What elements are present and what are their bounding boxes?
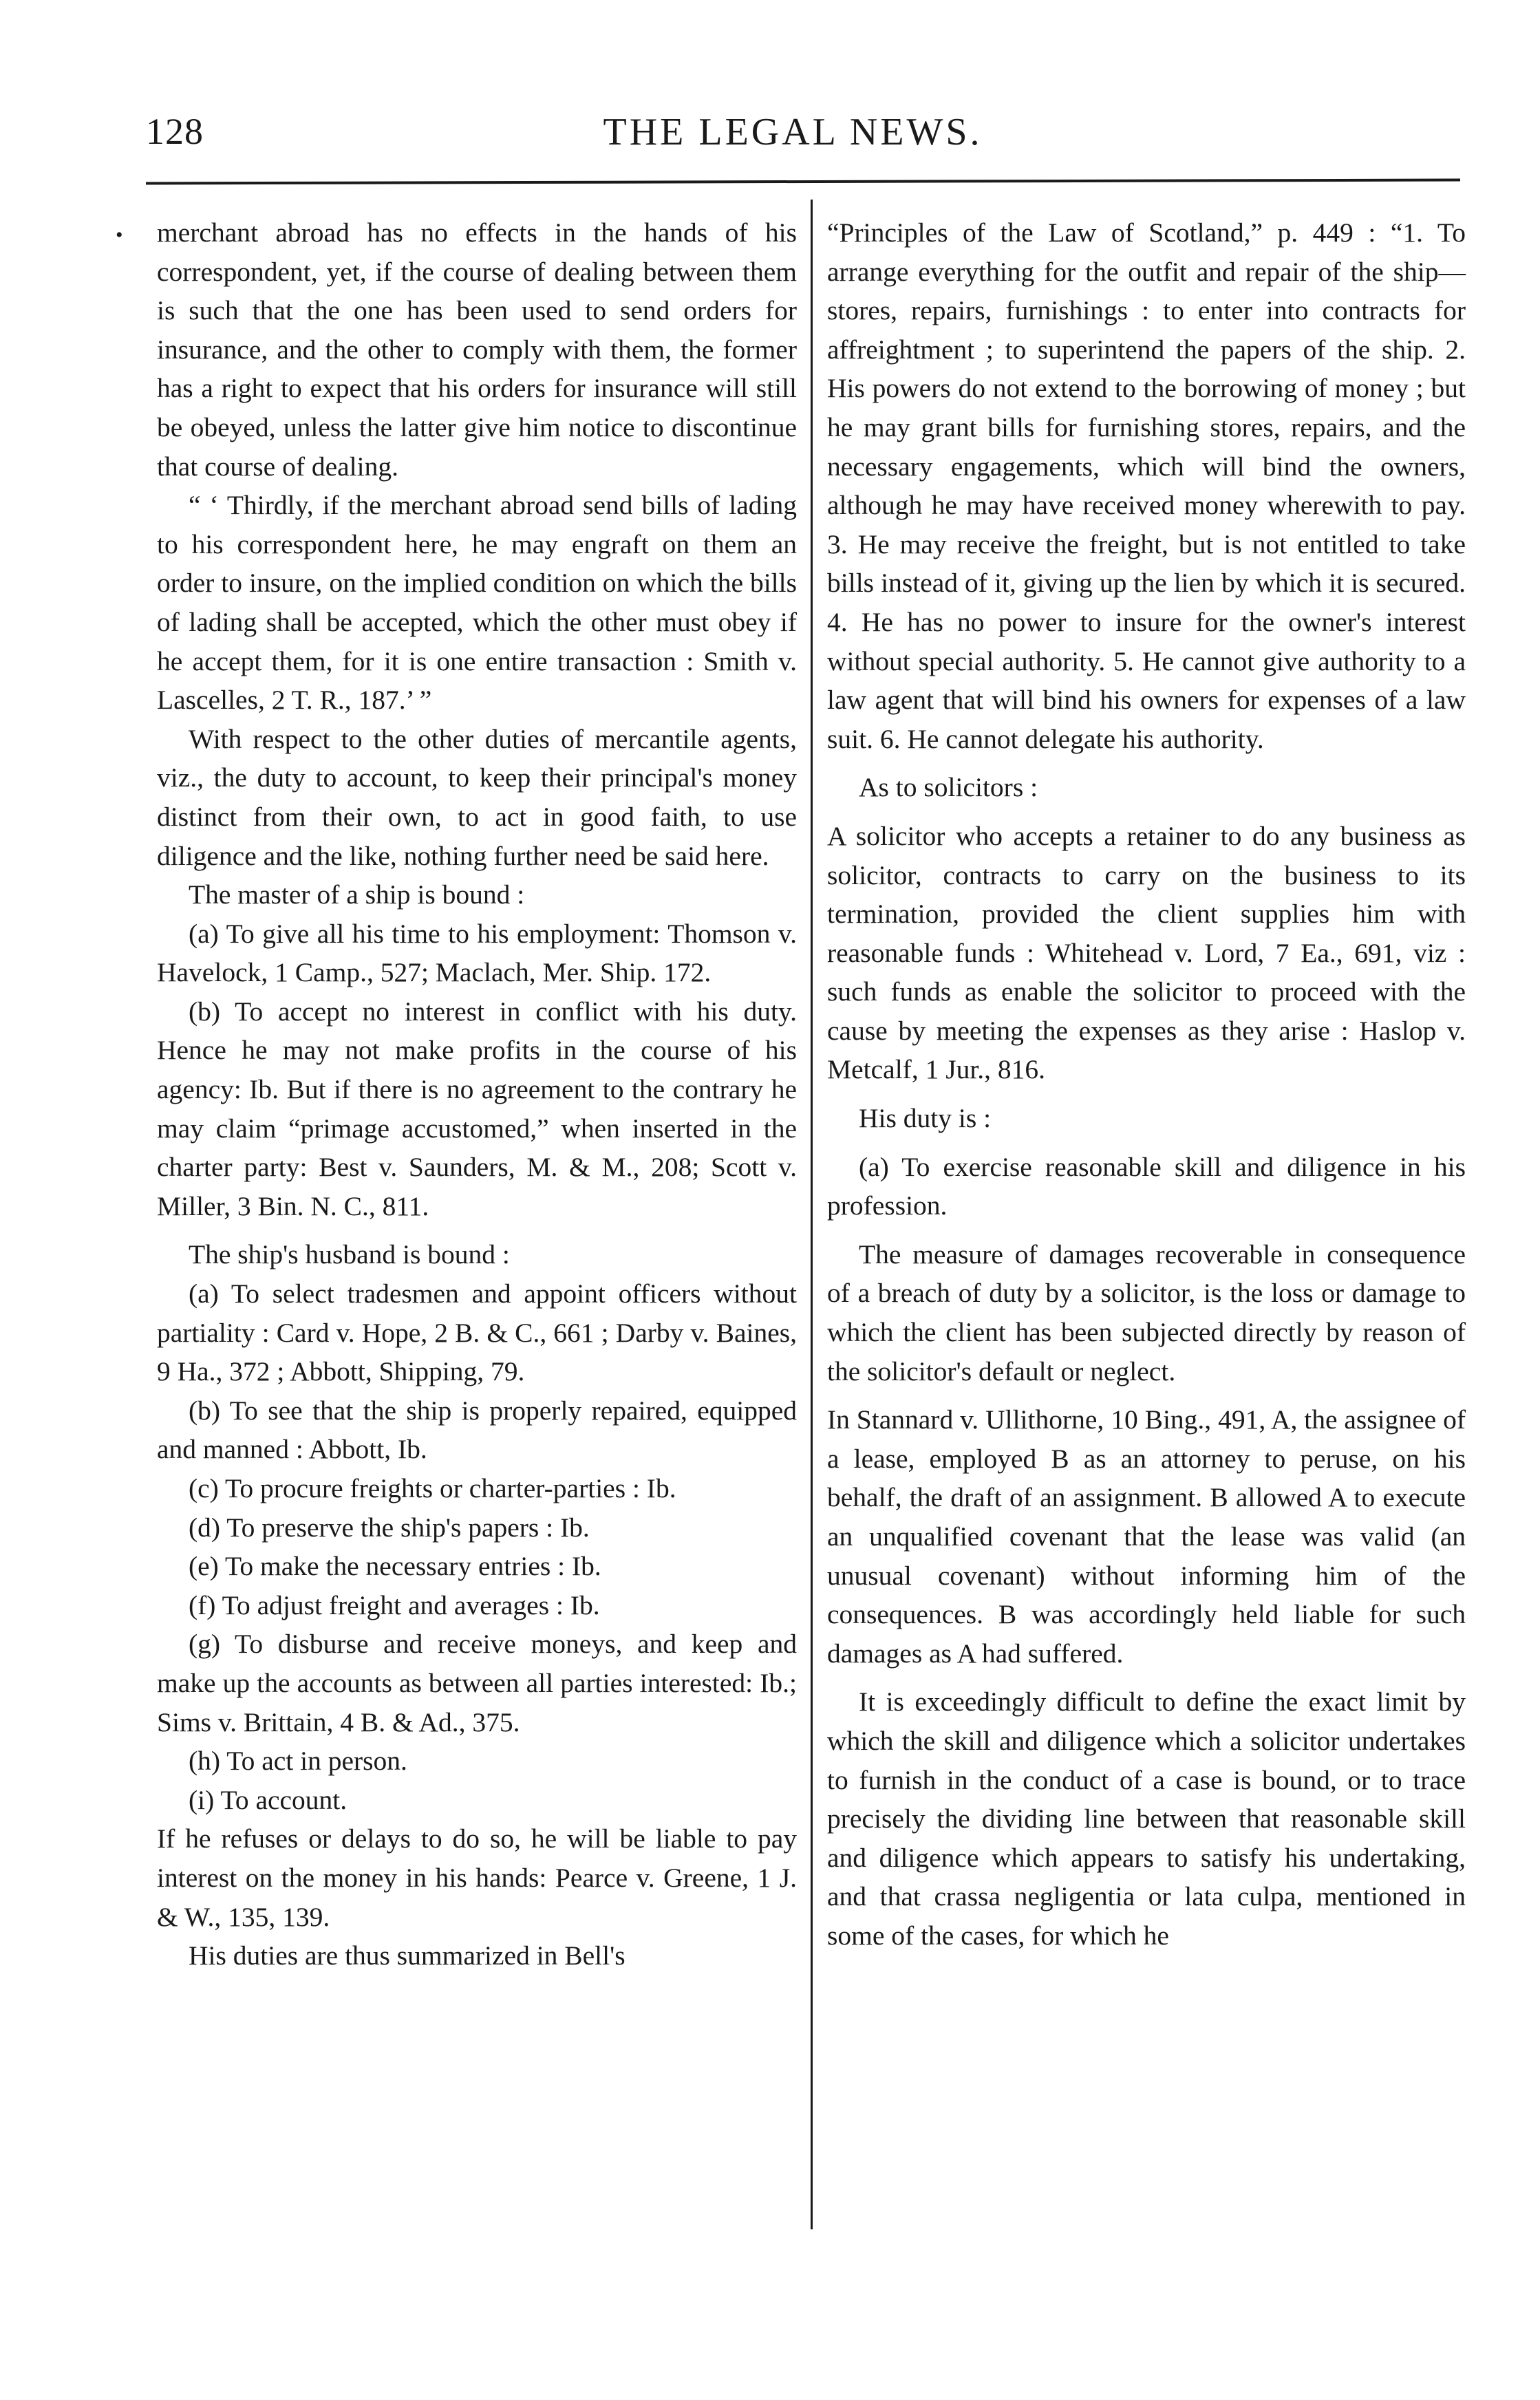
paragraph: “ ‘ Thirdly, if the merchant abroad send bills of lading to his correspondent here, he may engraft on them an order to insure, on the implied condition on which the bills of lading shall be accepted, which the other must obey if he accept them, for it is one entire transaction : Smith v. Lascelles, 2 T. R., 187.’ ” xyxy=(157,490,797,716)
paragraph: A solicitor who accepts a retainer to do any business as solicitor, contracts to carry on the business to its termination, provided the client supplies him with reasonable funds : Whitehead v. Lord, 7 Ea., 691, viz : such funds as enable the solicitor to proceed with the cause by meeting the expenses as they arise : Haslop v. Metcalf, 1 Jur., 816. xyxy=(827,820,1466,1085)
paragraph: (i) To account. xyxy=(189,1784,347,1815)
paragraph: (b) To see that the ship is properly repaired, equipped and manned : Abbott, Ib. xyxy=(157,1395,797,1465)
left-column xyxy=(157,213,797,1975)
paragraph: As to solicitors : xyxy=(859,772,1038,803)
paragraph: In Stannard v. Ullithorne, 10 Bing., 491, A, the assignee of a lease, employed B as an attorney to peruse, on his behalf, the draft of an assignment. B allowed A to execute an unqualified covenant that the lease was valid (an unusual covenant) without informing him of the consequences. B was accordingly held liable for such damages as A had suffered. xyxy=(827,1404,1466,1669)
page-number: 128 xyxy=(146,111,204,152)
paragraph: His duties are thus summarized in Bell's xyxy=(189,1940,625,1971)
right-column xyxy=(827,213,1466,1956)
paragraph: (c) To procure freights or charter-parties : Ib. xyxy=(189,1473,676,1503)
paragraph: (h) To act in person. xyxy=(189,1746,407,1777)
paragraph: The ship's husband is bound : xyxy=(189,1239,510,1270)
running-title: THE LEGAL NEWS. xyxy=(603,111,983,153)
paragraph: (b) To accept no interest in conflict with his duty. Hence he may not make profits in the course of his agency: Ib. But if there is no agreement to the contrary he may claim “primage accustomed,” when inserted in the charter party: Best v. Saunders, M. & M., 208; Scott v. Miller, 3 Bin. N. C., 811. xyxy=(157,996,797,1221)
paragraph: merchant abroad has no effects in the hands of his correspondent, yet, if the course of dealing between them is such that the one has been used to send orders for insurance, and the other to comply with them, the former has a right to expect that his orders for insurance will still be obeyed, unless the latter give him notice to discontinue that course of dealing. xyxy=(157,217,797,482)
header-rule xyxy=(146,178,1460,184)
paragraph: If he refuses or delays to do so, he will be liable to pay interest on the money in his hands: Pearce v. Greene, 1 J. & W., 135, 139. xyxy=(157,1823,797,1932)
paragraph: With respect to the other duties of mercantile agents, viz., the duty to account, to keep their principal's money distinct from their own, to act in good faith, to use diligence and the like, nothing further need be said here. xyxy=(157,723,797,871)
column-divider xyxy=(811,200,813,2229)
paragraph: (a) To give all his time to his employment: Thomson v. Havelock, 1 Camp., 527; Maclach, Mer. Ship. 172. xyxy=(157,918,797,988)
paragraph: His duty is : xyxy=(859,1103,992,1134)
paragraph: (a) To select tradesmen and appoint officers without partiality : Card v. Hope, 2 B. & C., 661 ; Darby v. Baines, 9 Ha., 372 ; Abbott, Shipping, 79. xyxy=(157,1278,797,1387)
paragraph: “Principles of the Law of Scotland,” p. 449 : “1. To arrange everything for the outfit and repair of the ship—stores, repairs, furnishings : to enter into contracts for affreightment ; to superintend the papers of the ship. 2. His powers do not extend to the borrowing of money ; but he may grant bills for furnishing stores, repairs, and the necessary engagements, which will bind the owners, although he may have received money wherewith to pay. 3. He may receive the freight, but is not entitled to take bills instead of it, giving up the lien by which it is secured. 4. He has no power to insure for the owner's interest without special authority. 5. He cannot give authority to a law agent that will bind his owners for expenses of a law suit. 6. He cannot delegate his authority. xyxy=(827,217,1466,754)
paragraph: It is exceedingly difficult to define the exact limit by which the skill and diligence which a solicitor undertakes to furnish in the conduct of a case is bound, or to trace precisely the dividing line between that reasonable skill and diligence which appears to satisfy his undertaking, and that crassa negligentia or lata culpa, mentioned in some of the cases, for which he xyxy=(827,1686,1466,1951)
paragraph: (g) To disburse and receive moneys, and keep and make up the accounts as between all parties interested: Ib.; Sims v. Brittain, 4 B. & Ad., 375. xyxy=(157,1629,797,1737)
paragraph: (f) To adjust freight and averages : Ib. xyxy=(189,1589,600,1620)
paragraph: The master of a ship is bound : xyxy=(189,879,525,910)
paragraph: (a) To exercise reasonable skill and diligence in his profession. xyxy=(827,1151,1466,1221)
paragraph: (e) To make the necessary entries : Ib. xyxy=(189,1551,601,1582)
page-header xyxy=(146,103,1440,165)
paragraph: (d) To preserve the ship's papers : Ib. xyxy=(189,1512,590,1543)
paragraph: The measure of damages recoverable in consequence of a breach of duty by a solicitor, is the loss or damage to which the client has been subjected directly by reason of the solicitor's default or neglect. xyxy=(827,1239,1466,1386)
margin-mark: • xyxy=(116,224,123,246)
